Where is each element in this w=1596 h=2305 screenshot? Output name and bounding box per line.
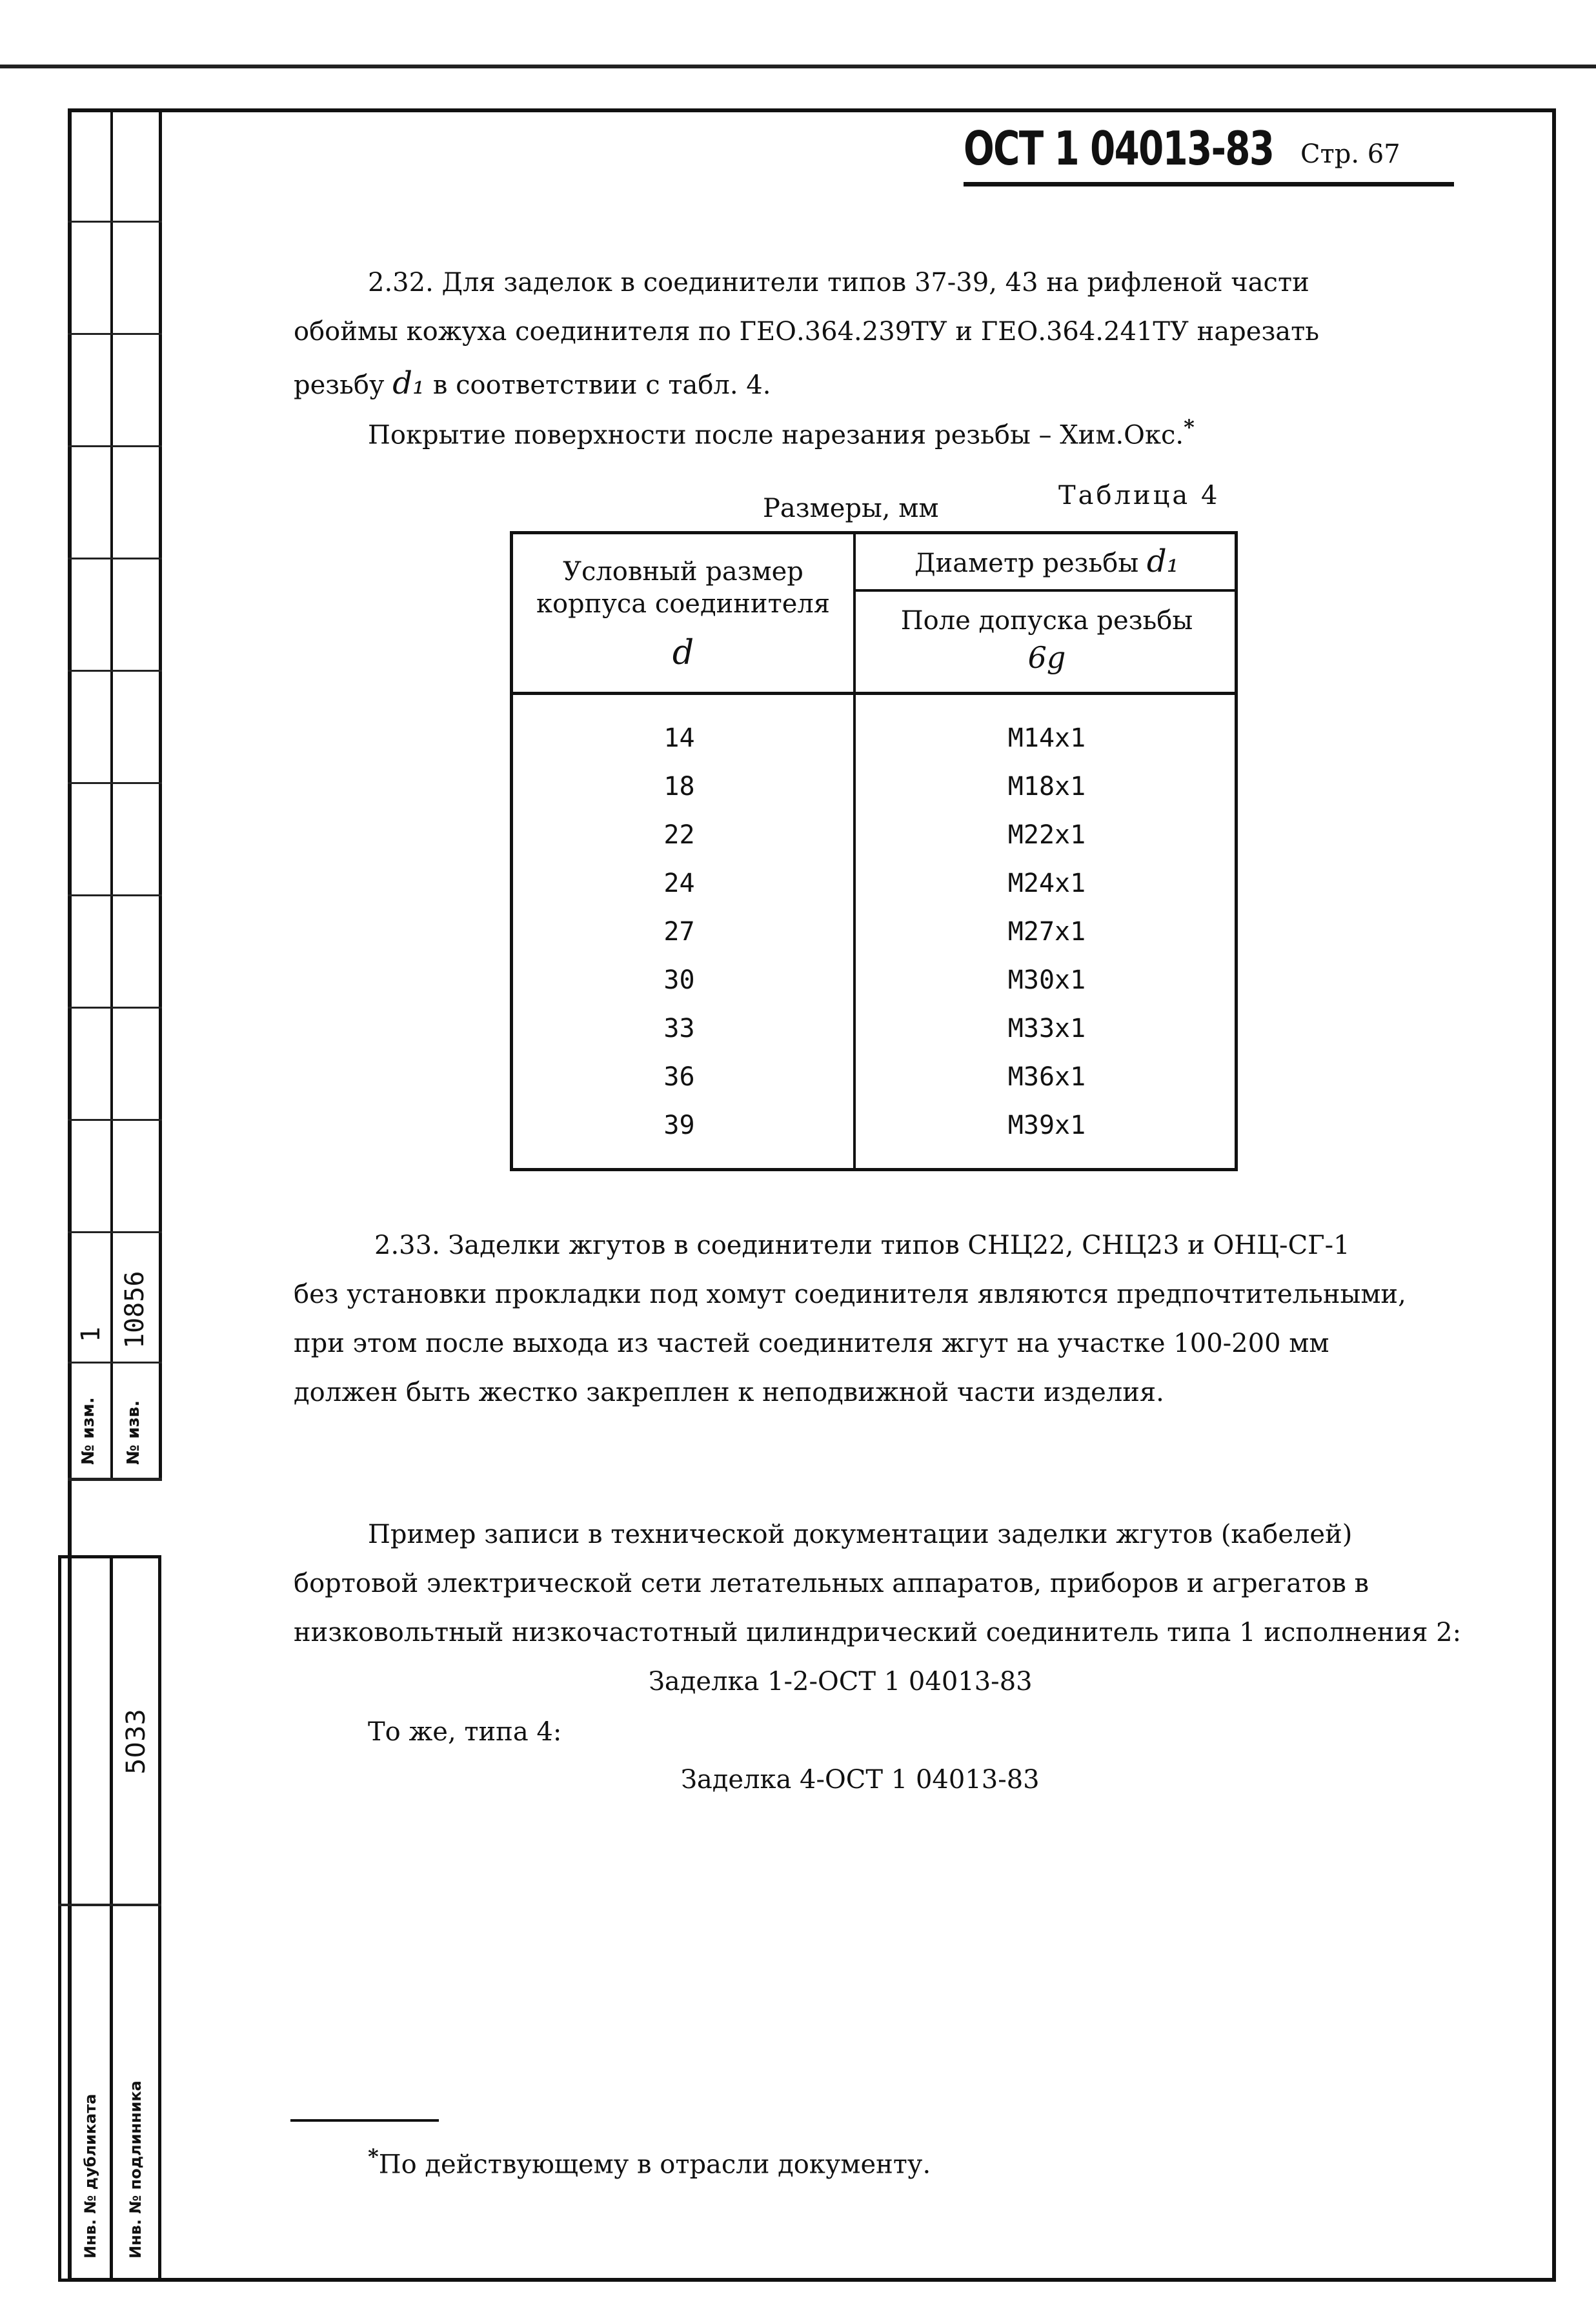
strip-divider	[68, 558, 162, 559]
strip-divider	[68, 894, 162, 896]
coating-text: Покрытие поверхности после нарезания резьбы – Хим.Окс.	[368, 420, 1184, 450]
para-2-33-line3: при этом после выхода из частей соединителя жгут на участке 100-200 мм	[294, 1329, 1329, 1358]
table-cell-size: 14	[663, 723, 695, 753]
table-cell-size: 30	[663, 965, 695, 995]
col2-header-symbol: d₁	[1146, 543, 1179, 579]
footnote	[368, 2144, 931, 2180]
strip-divider	[68, 333, 162, 335]
page-number: Стр. 67	[1300, 139, 1400, 169]
side-strip-outer	[68, 108, 113, 1480]
example-line2: бортовой электрической сети летательных аппаратов, приборов и агрегатов в	[294, 1569, 1369, 1598]
change-no-value: 1	[76, 1326, 106, 1342]
table-units: Размеры, мм	[763, 494, 939, 523]
strip-divider	[68, 782, 162, 784]
strip-divider	[68, 1231, 162, 1233]
strip-divider	[68, 1007, 162, 1009]
thread-diameter-symbol: d₁	[392, 365, 425, 401]
para-2-32-line3-after: в соответствии с табл. 4.	[432, 370, 771, 400]
notice-no-value: 10856	[120, 1271, 150, 1349]
example-designation-1: Заделка 1-2-ОСТ 1 04013-83	[649, 1667, 1033, 1696]
table-cell-thread: М39х1	[1007, 1111, 1086, 1140]
table-caption: Таблица 4	[1058, 481, 1220, 510]
change-no-label: № изм.	[79, 1397, 98, 1465]
table-cell-thread: М27х1	[1007, 917, 1086, 947]
table-cell-thread: М33х1	[1007, 1014, 1086, 1043]
document-code: ОСТ 1 04013-83	[964, 121, 1274, 176]
top-border-line	[0, 65, 1596, 68]
table-cell-thread: М24х1	[1007, 869, 1086, 898]
strip-divider	[68, 670, 162, 672]
col1-header-symbol: d	[672, 634, 694, 672]
example-line1: Пример записи в технической документации заделки жгутов (кабелей)	[368, 1520, 1353, 1549]
header-underline	[964, 182, 1454, 186]
inventory-stamp-divider	[110, 1555, 113, 2282]
table-cell-size: 27	[663, 917, 695, 947]
col1-header-line2: корпуса соединителя	[536, 589, 831, 619]
strip-divider	[68, 1362, 162, 1364]
coating-footnote-mark: *	[1184, 415, 1195, 439]
col2-subheader-symbol: 6g	[1027, 640, 1066, 675]
coating-line	[368, 417, 1195, 448]
stamp-divider	[58, 1904, 161, 1906]
table-cell-thread: М14х1	[1007, 723, 1086, 753]
table-cell-size: 33	[663, 1014, 695, 1043]
table-cell-size: 24	[663, 869, 695, 898]
example-same-type4: То же, типа 4:	[368, 1717, 562, 1747]
para-2-32-line3	[294, 365, 771, 401]
para-2-32-line1: 2.32. Для заделок в соединители типов 37-39, 43 на рифленой части	[368, 268, 1309, 297]
footnote-text: По действующему в отрасли документу.	[378, 2149, 931, 2180]
col2-header-text: Диаметр резьбы	[914, 549, 1139, 578]
table-cell-size: 18	[663, 772, 695, 801]
para-2-33-line4: должен быть жестко закреплен к неподвижной части изделия.	[294, 1378, 1164, 1407]
table-cell-size: 36	[663, 1062, 695, 1092]
strip-divider	[68, 445, 162, 447]
strip-divider	[68, 1478, 162, 1481]
strip-divider	[68, 221, 162, 223]
footnote-mark: *	[368, 2144, 379, 2169]
table-cell-size: 22	[663, 820, 695, 850]
inv-original-label: Инв. № подлинника	[126, 2080, 145, 2259]
strip-divider	[68, 1119, 162, 1121]
inv-no-value: 5033	[121, 1709, 151, 1775]
para-2-32-line3-before: резьбу	[294, 370, 385, 400]
example-line3: низковольтный низкочастотный цилиндрический соединитель типа 1 исполнения 2:	[294, 1618, 1462, 1647]
table-cell-thread: М30х1	[1007, 965, 1086, 995]
col2-header	[856, 543, 1238, 579]
para-2-33-line1: 2.33. Заделки жгутов в соединители типов СНЦ22, СНЦ23 и ОНЦ-СГ-1	[374, 1231, 1350, 1260]
footnote-rule	[290, 2119, 439, 2122]
table-cell-thread: М18х1	[1007, 772, 1086, 801]
table-cell-thread: М22х1	[1007, 820, 1086, 850]
table-cell-thread: М36х1	[1007, 1062, 1086, 1092]
para-2-32-line2: обоймы кожуха соединителя по ГЕО.364.239ТУ и ГЕО.364.241ТУ нарезать	[294, 317, 1320, 347]
para-2-33-line2: без установки прокладки под хомут соединителя являются предпочтительными,	[294, 1280, 1406, 1309]
col1-header-line1: Условный размер	[563, 557, 803, 587]
inv-duplicate-label: Инв. № дубликата	[81, 2093, 99, 2259]
table-subheader-divider	[854, 589, 1238, 592]
col2-subheader: Поле допуска резьбы	[900, 606, 1193, 636]
table-cell-size: 39	[663, 1111, 695, 1140]
notice-no-label: № изв.	[124, 1400, 143, 1465]
example-designation-2: Заделка 4-ОСТ 1 04013-83	[681, 1765, 1040, 1795]
table-header-divider	[510, 692, 1238, 695]
